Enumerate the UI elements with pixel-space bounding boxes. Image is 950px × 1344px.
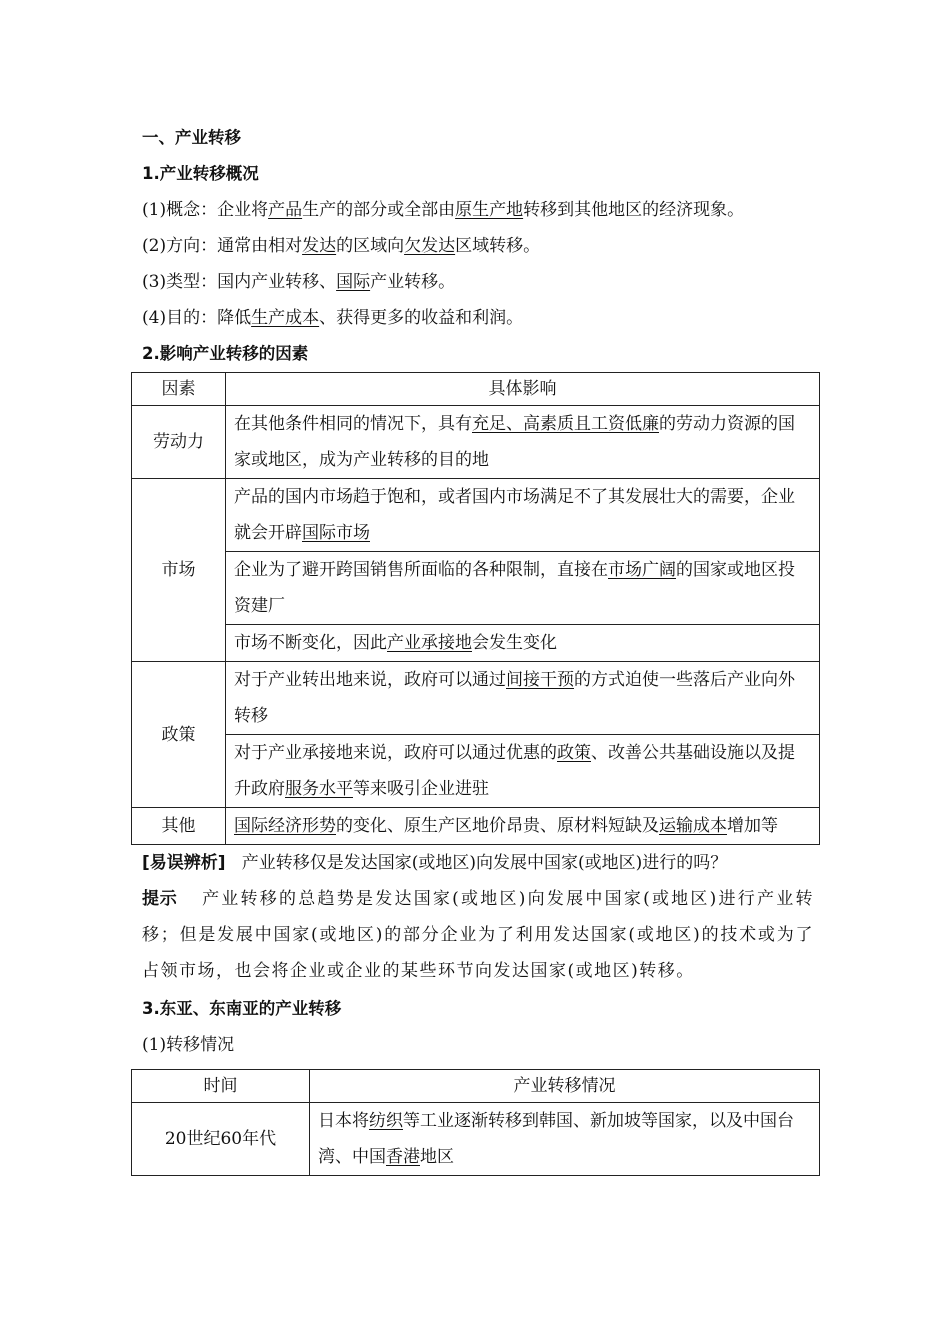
table-row [132, 406, 820, 479]
misconception-tag: [易误辨析] [142, 853, 226, 873]
time-cell: 20世纪60年代 [132, 1103, 310, 1176]
table-row [132, 1103, 820, 1176]
factor-detail: 产品的国内市场趋于饱和，或者国内市场满足不了其发展壮大的需要，企业就会开辟国际市场 [226, 479, 820, 552]
subsection-title: 2.影响产业转移的因素 [142, 344, 309, 363]
table-row [132, 479, 820, 552]
table-header-cell: 因素 [132, 373, 226, 406]
table-header-cell: 时间 [132, 1070, 310, 1103]
factor-label: 市场 [132, 479, 226, 662]
table-row [132, 552, 820, 625]
document-page [142, 118, 822, 1176]
factor-label: 劳动力 [132, 406, 226, 479]
subsection-title: 1.产业转移概况 [142, 164, 259, 183]
factor-label: 其他 [132, 808, 226, 845]
table-header-cell: 产业转移情况 [310, 1070, 820, 1103]
subsection-title: 3.东亚、东南亚的产业转移 [142, 999, 342, 1018]
type-line: (3)类型：国内产业转移、国际产业转移。 [142, 272, 456, 292]
factor-detail: 国际经济形势的变化、原生产区地价昂贵、原材料短缺及运输成本增加等 [226, 808, 820, 845]
factor-detail: 对于产业转出地来说，政府可以通过间接干预的方式迫使一些落后产业向外转移 [226, 662, 820, 735]
table-row [132, 735, 820, 808]
concept-line: (1)概念：企业将产品生产的部分或全部由原生产地转移到其他地区的经济现象。 [142, 200, 745, 220]
transfer-table [131, 1069, 820, 1176]
subsection-label: (1)转移情况 [142, 1035, 235, 1055]
direction-line: (2)方向：通常由相对发达的区域向欠发达区域转移。 [142, 236, 541, 256]
factor-detail: 企业为了避开跨国销售所面临的各种限制，直接在市场广阔的国家或地区投资建厂 [226, 552, 820, 625]
factor-detail: 在其他条件相同的情况下，具有充足、高素质且工资低廉的劳动力资源的国家或地区，成为产业转移的目的地 [226, 406, 820, 479]
factor-detail: 市场不断变化，因此产业承接地会发生变化 [226, 625, 820, 662]
transfer-detail: 日本将纺织等工业逐渐转移到韩国、新加坡等国家，以及中国台湾、中国香港地区 [310, 1103, 820, 1176]
misconception-block [142, 845, 814, 989]
table-header-row [132, 1070, 820, 1103]
table-header-row [132, 373, 820, 406]
factors-table [131, 372, 820, 845]
misconception-hint: 提示 产业转移的总趋势是发达国家(或地区)向发展中国家(或地区)进行产业转移；但是发展中国家(或地区)的部分企业为了利用发达国家(或地区)的技术或为了占领市场，也会将企业或企业的某些环节向发达国家(或地区)转移。 [142, 889, 814, 981]
hint-label: 提示 [142, 889, 178, 909]
factor-detail: 对于产业承接地来说，政府可以通过优惠的政策、改善公共基础设施以及提升政府服务水平等来吸引企业进驻 [226, 735, 820, 808]
section-title: 一、产业转移 [142, 128, 241, 147]
table-header-cell: 具体影响 [226, 373, 820, 406]
table-row [132, 625, 820, 662]
misconception-question: [易误辨析] 产业转移仅是发达国家(或地区)向发展中国家(或地区)进行的吗？ [142, 853, 728, 873]
table-row [132, 662, 820, 735]
purpose-line: (4)目的：降低生产成本、获得更多的收益和利润。 [142, 308, 524, 328]
table-row [132, 808, 820, 845]
factor-label: 政策 [132, 662, 226, 808]
